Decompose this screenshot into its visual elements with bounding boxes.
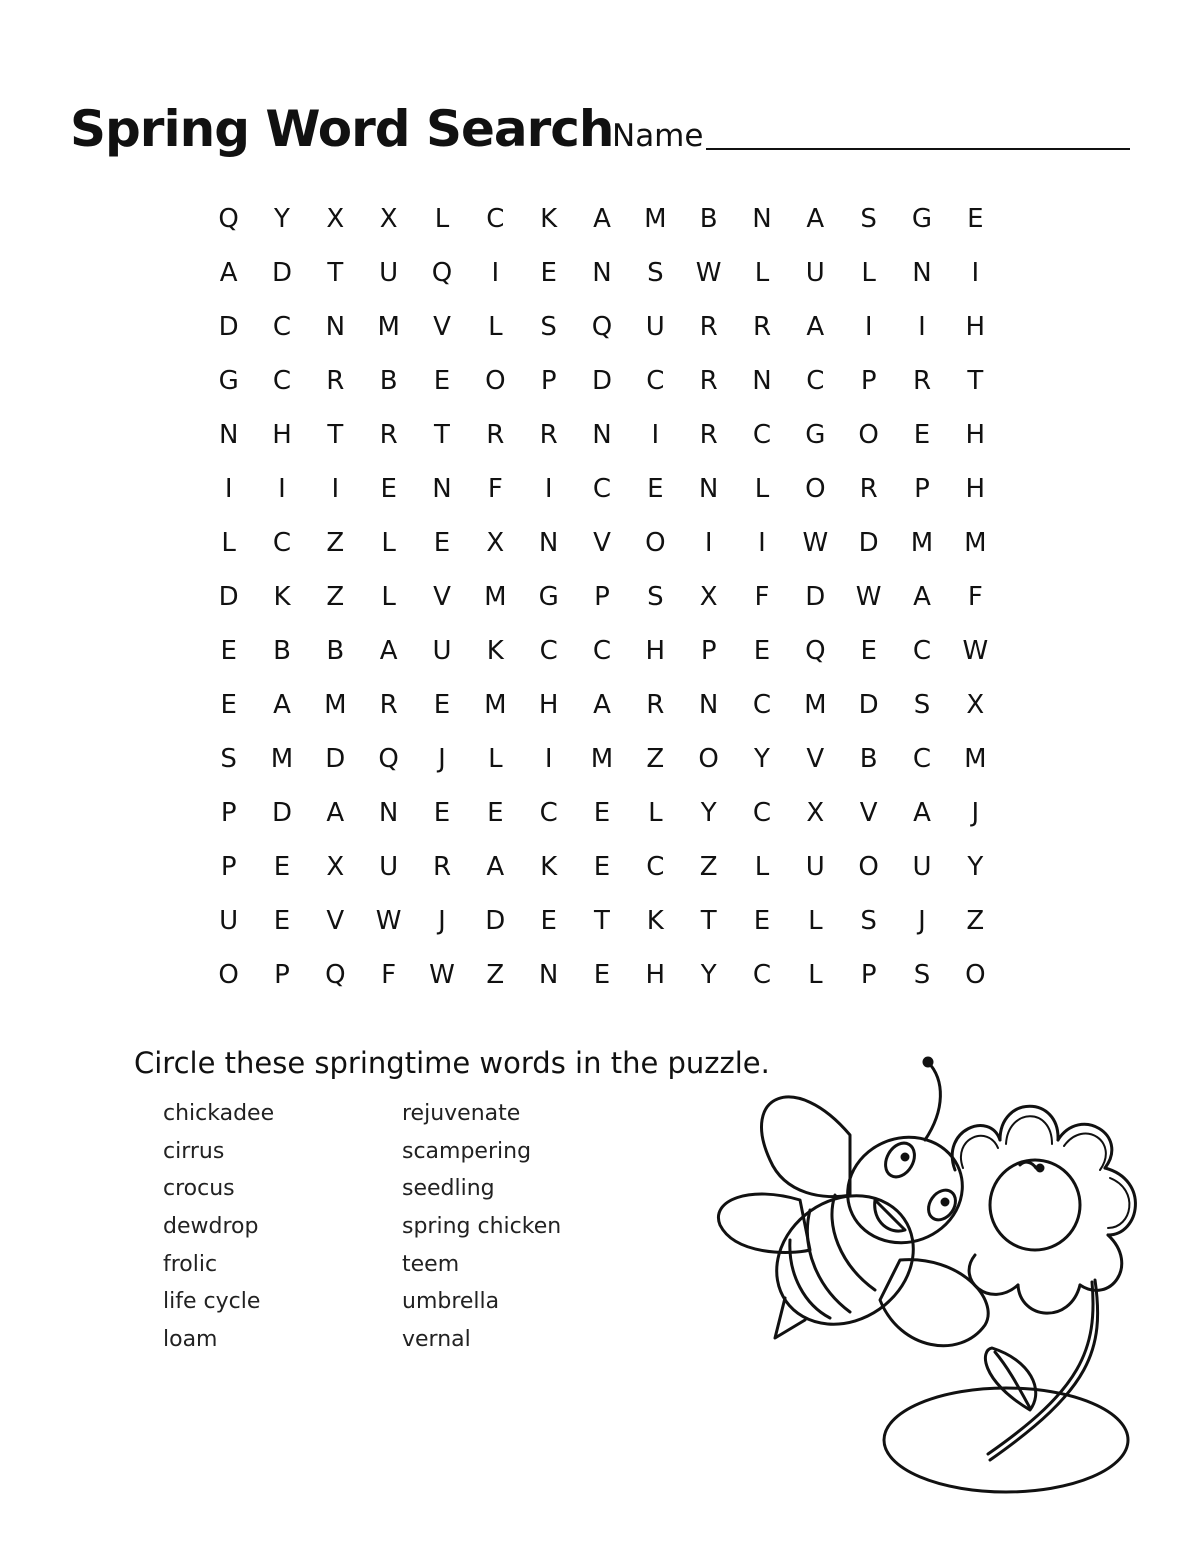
grid-letter: B bbox=[699, 204, 718, 234]
grid-letter: P bbox=[274, 960, 290, 990]
grid-letter: L bbox=[488, 744, 503, 774]
grid-letter: J bbox=[918, 906, 926, 936]
grid-letter: P bbox=[700, 636, 717, 666]
grid-letter: H bbox=[645, 636, 666, 666]
grid-letter: D bbox=[858, 690, 879, 720]
grid-letter: C bbox=[752, 420, 772, 450]
grid-letter: N bbox=[698, 474, 719, 504]
grid-letter: M bbox=[484, 582, 507, 612]
grid-letter: N bbox=[218, 420, 239, 450]
grid-letter: P bbox=[220, 852, 237, 882]
grid-letter: D bbox=[325, 744, 346, 774]
grid-letter: X bbox=[966, 690, 985, 720]
word-list-item: scampering bbox=[402, 1138, 532, 1164]
grid-letter: V bbox=[593, 528, 611, 558]
grid-letter: J bbox=[971, 798, 980, 828]
grid-letter: G bbox=[218, 366, 239, 396]
name-line bbox=[706, 148, 1130, 150]
grid-letter: V bbox=[326, 906, 345, 936]
grid-letter: A bbox=[913, 582, 931, 612]
grid-letter: M bbox=[804, 690, 827, 720]
grid-letter: E bbox=[593, 798, 611, 828]
grid-letter: M bbox=[270, 744, 294, 774]
grid-letter: A bbox=[593, 204, 611, 234]
grid-letter: X bbox=[486, 528, 505, 558]
grid-letter: A bbox=[379, 636, 398, 666]
grid-letter: K bbox=[540, 852, 558, 882]
grid-letter: N bbox=[912, 258, 932, 288]
word-list-item: life cycle bbox=[163, 1289, 261, 1315]
grid-letter: R bbox=[486, 420, 505, 450]
grid-letter: K bbox=[540, 204, 558, 234]
grid-letter: A bbox=[273, 690, 291, 720]
grid-letter: W bbox=[375, 906, 402, 936]
flower-center bbox=[990, 1160, 1080, 1250]
grid-letter: P bbox=[540, 366, 557, 396]
grid-letter: Y bbox=[754, 744, 770, 774]
grid-letter: V bbox=[433, 312, 451, 342]
grid-letter: E bbox=[540, 906, 557, 936]
grid-letter: Q bbox=[218, 204, 239, 234]
grid-letter: I bbox=[278, 474, 286, 504]
grid-letter: X bbox=[699, 582, 718, 612]
grid-letter: S bbox=[913, 960, 931, 990]
grid-letter: S bbox=[647, 258, 664, 288]
grid-letter: S bbox=[860, 204, 877, 234]
grid-letter: R bbox=[539, 420, 558, 450]
grid-letter: O bbox=[858, 852, 879, 882]
word-list-item: cirrus bbox=[163, 1138, 225, 1164]
grid-letter: E bbox=[380, 474, 397, 504]
grid-letter: O bbox=[805, 474, 826, 504]
grid-letter: D bbox=[218, 312, 239, 342]
grid-letter: U bbox=[219, 906, 239, 936]
grid-letter: W bbox=[429, 960, 455, 990]
grid-letter: U bbox=[805, 258, 825, 288]
grid-letter: D bbox=[485, 906, 506, 936]
grid-letter: Z bbox=[486, 960, 505, 990]
grid-letter: L bbox=[808, 906, 823, 936]
grid-letter: T bbox=[700, 906, 717, 936]
word-list-item: teem bbox=[402, 1251, 460, 1277]
grid-letter: B bbox=[859, 744, 878, 774]
grid-letter: P bbox=[860, 960, 877, 990]
grid-letter: L bbox=[861, 258, 876, 288]
grid-letter: B bbox=[379, 366, 398, 396]
grid-letter: Z bbox=[966, 906, 985, 936]
grid-letter: S bbox=[220, 744, 237, 774]
grid-letter: M bbox=[590, 744, 614, 774]
grid-letter: P bbox=[860, 366, 877, 396]
grid-letter: N bbox=[538, 960, 559, 990]
grid-letter: Q bbox=[325, 960, 346, 990]
grid-letter: W bbox=[695, 258, 722, 288]
grid-letter: D bbox=[858, 528, 879, 558]
grid-letter: C bbox=[646, 366, 665, 396]
grid-letter: M bbox=[910, 528, 934, 558]
grid-letter: U bbox=[379, 258, 399, 288]
grid-letter: K bbox=[486, 636, 504, 666]
flower-stem bbox=[990, 1280, 1098, 1460]
word-list-item: frolic bbox=[163, 1251, 218, 1277]
grid-letter: Z bbox=[646, 744, 665, 774]
grid-letter: C bbox=[806, 366, 825, 396]
letter-grid bbox=[202, 192, 1002, 1002]
instructions: Circle these springtime words in the puzzle. bbox=[134, 1046, 770, 1080]
word-list-column-2 bbox=[402, 1095, 561, 1359]
grid-letter: M bbox=[644, 204, 667, 234]
grid-letter: R bbox=[912, 366, 932, 396]
grid-letter: L bbox=[221, 528, 236, 558]
grid-letter: F bbox=[381, 960, 397, 990]
grid-letter: O bbox=[698, 744, 719, 774]
grid-letter: C bbox=[912, 744, 932, 774]
word-list-item: chickadee bbox=[163, 1101, 275, 1126]
grid-letter: G bbox=[805, 420, 826, 450]
grid-letter: F bbox=[487, 474, 503, 504]
grid-letter: E bbox=[593, 852, 611, 882]
grid-letter: W bbox=[855, 582, 882, 612]
grid-letter: G bbox=[538, 582, 559, 612]
grid-letter: U bbox=[645, 312, 665, 342]
grid-letter: L bbox=[488, 312, 503, 342]
grid-letter: P bbox=[914, 474, 930, 504]
word-list-item: vernal bbox=[402, 1327, 471, 1353]
grid-letter: U bbox=[432, 636, 452, 666]
grid-letter: N bbox=[432, 474, 452, 504]
grid-letter: H bbox=[965, 474, 986, 504]
grid-letter: I bbox=[491, 258, 500, 288]
grid-letter: I bbox=[918, 312, 926, 342]
grid-letter: E bbox=[273, 906, 291, 936]
grid-letter: O bbox=[858, 420, 879, 450]
grid-letter: C bbox=[272, 366, 292, 396]
grid-letter: J bbox=[438, 744, 446, 774]
grid-letter: H bbox=[965, 420, 986, 450]
grid-letter: T bbox=[327, 258, 344, 288]
grid-letter: I bbox=[224, 474, 233, 504]
grid-letter: P bbox=[594, 582, 610, 612]
grid-letter: E bbox=[593, 960, 611, 990]
grid-letter: D bbox=[218, 582, 239, 612]
grid-letter: I bbox=[704, 528, 713, 558]
grid-letter: T bbox=[327, 420, 344, 450]
grid-letter: M bbox=[484, 690, 507, 720]
grid-letter: E bbox=[913, 420, 931, 450]
grid-letter: P bbox=[220, 798, 237, 828]
word-list-item: spring chicken bbox=[402, 1214, 562, 1240]
grid-letter: E bbox=[540, 258, 557, 288]
word-list-item: dewdrop bbox=[163, 1214, 259, 1240]
grid-letter: U bbox=[379, 852, 399, 882]
grid-letter: R bbox=[646, 690, 665, 720]
word-list-item: loam bbox=[163, 1327, 218, 1353]
grid-letter: E bbox=[860, 636, 877, 666]
grid-letter: Q bbox=[378, 744, 399, 774]
grid-letter: O bbox=[218, 960, 239, 990]
grid-letter: K bbox=[646, 906, 664, 936]
grid-letter: D bbox=[271, 798, 292, 828]
grid-letter: S bbox=[540, 312, 557, 342]
grid-letter: H bbox=[272, 420, 292, 450]
grid-letter: H bbox=[538, 690, 559, 720]
grid-letter: C bbox=[752, 960, 772, 990]
grid-letter: L bbox=[754, 258, 770, 288]
grid-letter: A bbox=[806, 204, 825, 234]
grid-letter: M bbox=[377, 312, 400, 342]
grid-letter: A bbox=[593, 690, 611, 720]
grid-letter: T bbox=[594, 906, 610, 936]
bee-wing-bottom bbox=[880, 1260, 988, 1346]
grid-letter: Y bbox=[700, 960, 717, 990]
grid-letter: I bbox=[544, 744, 553, 774]
bee-stinger bbox=[775, 1298, 805, 1338]
bee-wing-top bbox=[762, 1097, 850, 1197]
grid-letter: N bbox=[752, 366, 772, 396]
grid-letter: L bbox=[754, 474, 770, 504]
grid-letter: W bbox=[962, 636, 989, 666]
grid-letter: N bbox=[592, 258, 612, 288]
grid-letter: A bbox=[806, 312, 825, 342]
grid-letter: A bbox=[219, 258, 238, 288]
grid-letter: I bbox=[331, 474, 340, 504]
grid-letter: U bbox=[912, 852, 932, 882]
grid-letter: M bbox=[964, 528, 987, 558]
grid-letter: E bbox=[433, 798, 451, 828]
grid-letter: C bbox=[272, 312, 292, 342]
grid-letter: X bbox=[379, 204, 398, 234]
grid-letter: C bbox=[592, 636, 612, 666]
grid-letter: L bbox=[808, 960, 823, 990]
grid-letter: V bbox=[859, 798, 878, 828]
grid-letter: E bbox=[647, 474, 664, 504]
grid-letter: R bbox=[699, 312, 718, 342]
grid-letter: L bbox=[434, 204, 450, 234]
grid-letter: K bbox=[273, 582, 291, 612]
word-list-item: seedling bbox=[402, 1176, 495, 1202]
grid-letter: E bbox=[433, 690, 451, 720]
word-list-item: crocus bbox=[163, 1176, 235, 1202]
name-field bbox=[612, 118, 1132, 158]
grid-letter: I bbox=[971, 258, 980, 288]
grid-letter: L bbox=[648, 798, 663, 828]
grid-letter: T bbox=[434, 420, 450, 450]
name-label: Name bbox=[612, 118, 704, 154]
grid-letter: C bbox=[272, 528, 292, 558]
grid-letter: Y bbox=[967, 852, 984, 882]
grid-letter: C bbox=[912, 636, 932, 666]
flower-leaf bbox=[985, 1348, 1035, 1410]
grid-letter: A bbox=[326, 798, 345, 828]
grid-letter: S bbox=[647, 582, 664, 612]
flower-petals bbox=[952, 1106, 1135, 1313]
grid-letter: R bbox=[432, 852, 452, 882]
grid-letter: X bbox=[326, 204, 345, 234]
grid-letter: A bbox=[913, 798, 931, 828]
grid-letter: I bbox=[758, 528, 766, 558]
grid-letter: R bbox=[859, 474, 878, 504]
grid-letter: C bbox=[486, 204, 505, 234]
grid-letter: F bbox=[754, 582, 770, 612]
grid-letter: E bbox=[487, 798, 504, 828]
grid-letter: Z bbox=[699, 852, 718, 882]
grid-letter: E bbox=[433, 366, 451, 396]
grid-letter: Z bbox=[326, 528, 345, 558]
grid-letter: W bbox=[802, 528, 829, 558]
grid-letter: I bbox=[544, 474, 553, 504]
grid-letter: C bbox=[592, 474, 612, 504]
grid-letter: U bbox=[805, 852, 825, 882]
grid-letter: H bbox=[965, 312, 986, 342]
grid-letter: E bbox=[753, 906, 771, 936]
grid-letter: Q bbox=[431, 258, 453, 288]
grid-letter: C bbox=[539, 636, 558, 666]
grid-letter: E bbox=[967, 204, 984, 234]
grid-letter: L bbox=[381, 528, 396, 558]
grid-letter: I bbox=[864, 312, 873, 342]
page-title: Spring Word Search bbox=[70, 100, 614, 158]
grid-letter: S bbox=[860, 906, 877, 936]
grid-letter: R bbox=[326, 366, 345, 396]
grid-letter: N bbox=[538, 528, 559, 558]
grid-letter: O bbox=[965, 960, 986, 990]
grid-letter: M bbox=[964, 744, 987, 774]
grid-letter: E bbox=[433, 528, 451, 558]
grid-letter: D bbox=[805, 582, 826, 612]
grid-letter: V bbox=[433, 582, 451, 612]
grid-letter: F bbox=[967, 582, 983, 612]
grid-letter: R bbox=[699, 420, 718, 450]
grid-letter: Q bbox=[591, 312, 613, 342]
grid-letter: A bbox=[486, 852, 505, 882]
grid-letter: L bbox=[754, 852, 770, 882]
grid-letter: E bbox=[220, 690, 237, 720]
grid-letter: H bbox=[645, 960, 666, 990]
grid-letter: C bbox=[539, 798, 558, 828]
grid-letter: D bbox=[591, 366, 612, 396]
grid-letter: N bbox=[752, 204, 772, 234]
grid-letter: Y bbox=[700, 798, 717, 828]
grid-letter: V bbox=[806, 744, 825, 774]
grid-letter: X bbox=[326, 852, 345, 882]
grid-letter: M bbox=[324, 690, 347, 720]
grid-letter: N bbox=[698, 690, 719, 720]
word-list-item: rejuvenate bbox=[402, 1101, 521, 1126]
grid-letter: N bbox=[325, 312, 346, 342]
bee-antenna bbox=[925, 1062, 940, 1140]
grid-letter: J bbox=[438, 906, 446, 936]
word-list-column-1 bbox=[163, 1095, 274, 1359]
grid-letter: N bbox=[378, 798, 399, 828]
grid-letter: Q bbox=[805, 636, 826, 666]
grid-letter: R bbox=[752, 312, 772, 342]
grid-letter: N bbox=[592, 420, 612, 450]
grid-letter: T bbox=[967, 366, 984, 396]
word-list-item: umbrella bbox=[402, 1289, 500, 1315]
grid-letter: R bbox=[379, 420, 398, 450]
grid-letter: D bbox=[271, 258, 292, 288]
grid-letter: B bbox=[273, 636, 291, 666]
grid-letter: C bbox=[646, 852, 665, 882]
grid-letter: R bbox=[379, 690, 398, 720]
grid-letter: R bbox=[699, 366, 718, 396]
grid-letter: O bbox=[485, 366, 506, 396]
grid-letter: G bbox=[911, 204, 933, 234]
grid-letter: X bbox=[806, 798, 825, 828]
grid-letter: S bbox=[913, 690, 931, 720]
grid-letter: B bbox=[326, 636, 345, 666]
grid-letter: I bbox=[651, 420, 660, 450]
grid-letter: Y bbox=[274, 204, 290, 234]
grid-letter: C bbox=[752, 690, 772, 720]
bee-and-flower-icon bbox=[700, 1050, 1150, 1500]
grid-letter: E bbox=[273, 852, 291, 882]
grid-letter: Z bbox=[326, 582, 345, 612]
grid-letter: E bbox=[220, 636, 237, 666]
grid-letter: L bbox=[381, 582, 396, 612]
grid-letter: C bbox=[752, 798, 772, 828]
grid-letter: E bbox=[753, 636, 771, 666]
grid-letter: O bbox=[645, 528, 666, 558]
